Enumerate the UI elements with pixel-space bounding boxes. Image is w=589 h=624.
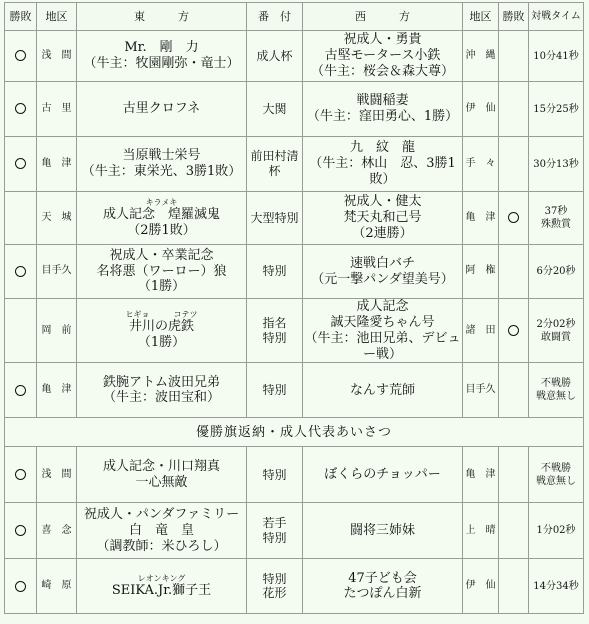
bout-row	[5, 137, 584, 192]
area-left-cell: 天 城	[37, 192, 77, 245]
win-left-cell	[5, 559, 37, 614]
west-cell	[303, 299, 463, 363]
text-line: 古堅モータース小鉄	[324, 48, 441, 64]
west-cell	[303, 503, 463, 559]
text-line: 祝成人・卒業記念	[109, 247, 214, 263]
text-line: （牛主：牧園剛弥・竜士）	[83, 56, 240, 71]
text-line: SEIKA.Jr.獅子王	[111, 583, 212, 598]
rank-cell	[247, 137, 303, 192]
text-line: 戦闘稲妻	[356, 93, 409, 109]
header-win-right: 勝敗	[499, 3, 529, 31]
win-right-cell	[499, 245, 529, 299]
text-line: 名将悪（ワーロー）狼	[96, 263, 227, 279]
area-left-cell: 浅 間	[37, 31, 77, 82]
rank-cell	[247, 559, 303, 614]
text-line: 祝成人・勇貴	[343, 32, 422, 48]
text-line: 特別	[262, 530, 287, 545]
text-line: 大関	[262, 101, 287, 116]
east-cell	[77, 363, 247, 418]
text-line: なんす荒師	[349, 382, 415, 398]
area-left-cell: 古 里	[37, 82, 77, 137]
rank-cell	[247, 245, 303, 299]
rank-cell	[247, 447, 303, 503]
west-cell	[303, 31, 463, 82]
area-left-cell: 亀 津	[37, 363, 77, 418]
text-line: （牛主：池田兄弟、デビュ	[304, 330, 461, 346]
text-line: 37秒	[544, 206, 568, 217]
header-east: 東 方	[77, 3, 247, 31]
text-line: （牛主：波田宝和）	[102, 390, 220, 406]
win-circle-icon	[508, 212, 519, 223]
time-cell	[529, 447, 584, 503]
east-ruby: キラメキ	[145, 197, 178, 207]
bout-row	[5, 245, 584, 299]
area-left-cell: 崎 原	[37, 559, 77, 614]
ceremony-banner: 優勝旗返納・成人代表あいさつ	[5, 418, 584, 447]
text-line: 成人杯	[256, 48, 293, 63]
text-line: 特別	[262, 383, 287, 398]
text-line: 成人記念・川口翔真	[102, 459, 220, 475]
time-cell	[529, 559, 584, 614]
area-right-cell: 目手久	[463, 363, 499, 418]
bout-row	[5, 363, 584, 418]
bout-row	[5, 447, 584, 503]
east-cell	[77, 559, 247, 614]
text-line: 不戦勝	[541, 378, 571, 390]
text-line: 梵天丸和己号	[343, 210, 422, 226]
text-line: ぼくらのチョッパー	[324, 467, 441, 482]
west-cell	[303, 559, 463, 614]
text-line: 成人記念 煌羅滅鬼	[102, 206, 220, 222]
ceremony-row	[5, 418, 584, 447]
bout-row	[5, 559, 584, 614]
text-line: 井川の虎鉄	[128, 319, 194, 335]
text-line: 敢闘賞	[541, 331, 571, 343]
rank-cell	[247, 192, 303, 245]
east-cell	[77, 503, 247, 559]
text-line: 杯	[268, 164, 281, 178]
area-right-cell: 亀 津	[463, 192, 499, 245]
text-line: 不戦勝	[541, 462, 571, 474]
area-left-cell: 亀 津	[37, 137, 77, 192]
win-left-cell	[5, 192, 37, 245]
win-left-cell	[5, 31, 37, 82]
win-circle-icon	[15, 103, 26, 114]
win-right-cell	[499, 447, 529, 503]
win-left-cell	[5, 137, 37, 192]
east-cell	[77, 245, 247, 299]
east-cell	[77, 299, 247, 363]
win-left-cell	[5, 503, 37, 559]
header-area-left: 地区	[37, 3, 77, 31]
win-circle-icon	[15, 158, 26, 169]
time-cell	[529, 503, 584, 559]
area-right-cell: 沖 縄	[463, 31, 499, 82]
header-west: 西 方	[303, 3, 463, 31]
area-right-cell: 伊 仙	[463, 559, 499, 614]
text-line: 指名	[262, 316, 287, 331]
area-right-cell: 阿 権	[463, 245, 499, 299]
win-right-cell	[499, 137, 529, 192]
area-left-cell: 目手久	[37, 245, 77, 299]
text-line: （元一撃パンダ望美号）	[311, 271, 454, 287]
win-left-cell	[5, 299, 37, 363]
text-line: 一心無敵	[135, 474, 188, 490]
area-right-cell: 上 晴	[463, 503, 499, 559]
text-line: 大型特別	[250, 210, 299, 225]
text-line: 古里クロフネ	[122, 101, 201, 117]
win-right-cell	[499, 299, 529, 363]
text-line: 特別	[262, 571, 287, 586]
time-cell	[529, 82, 584, 137]
text-line: 九 紋 龍	[349, 140, 415, 156]
area-left-cell: 浅 間	[37, 447, 77, 503]
text-line: （牛主：桜会＆森大尊）	[310, 63, 454, 79]
win-circle-icon	[15, 385, 26, 396]
text-line: 白 竜 皇	[128, 523, 194, 538]
text-line: 誠天隆愛ちゃん号	[330, 314, 435, 330]
win-circle-icon	[15, 525, 26, 536]
text-line: （1勝）	[137, 279, 186, 295]
area-left-cell: 岡 前	[37, 299, 77, 363]
rank-cell	[247, 363, 303, 418]
text-line: 前田村清	[250, 149, 299, 164]
text-line: 鉄腕アトム波田兄弟	[102, 374, 220, 390]
win-circle-icon	[508, 325, 519, 336]
text-line: 若手	[262, 516, 287, 531]
rank-cell	[247, 503, 303, 559]
rank-cell	[247, 31, 303, 82]
east-cell	[77, 192, 247, 245]
rank-cell	[247, 299, 303, 363]
text-line: 速戦白バチ	[349, 255, 415, 271]
west-cell	[303, 82, 463, 137]
win-circle-icon	[15, 50, 26, 61]
ceremony-section	[5, 418, 584, 447]
west-cell	[303, 137, 463, 192]
text-line: 当原戦士栄号	[122, 148, 201, 164]
text-line: ー戦）	[362, 346, 402, 362]
time-cell	[529, 31, 584, 82]
time-cell	[529, 245, 584, 299]
win-circle-icon	[15, 581, 26, 592]
text-line: 47子ども会	[348, 570, 417, 586]
text-line: 敗）	[369, 171, 396, 187]
bout-schedule-table	[4, 2, 584, 614]
area-right-cell: 諸 田	[463, 299, 499, 363]
text-line: （調教師：米ひろし）	[96, 538, 227, 554]
text-line: Mr. 剛 力	[124, 40, 199, 56]
rank-cell	[247, 82, 303, 137]
header-area-right: 地区	[463, 3, 499, 31]
win-circle-icon	[15, 266, 26, 277]
header-time: 対戦タイム	[529, 3, 584, 31]
bouts-part-1	[5, 31, 584, 418]
east-cell	[77, 82, 247, 137]
header-row	[5, 3, 584, 31]
area-left-cell: 喜 念	[37, 503, 77, 559]
time-cell	[529, 363, 584, 418]
text-line: 14分34秒	[533, 580, 579, 592]
bout-row	[5, 31, 584, 82]
win-right-cell	[499, 363, 529, 418]
west-cell	[303, 192, 463, 245]
win-right-cell	[499, 559, 529, 614]
text-line: 殊勲賞	[541, 219, 571, 230]
win-right-cell	[499, 31, 529, 82]
text-line: 特別	[262, 330, 287, 345]
text-line: たつぽん白新	[343, 586, 422, 602]
text-line: 戦意無し	[536, 391, 576, 403]
text-line: （1勝）	[137, 335, 186, 351]
east-ruby: ヒギョ コテツ	[125, 310, 198, 320]
east-ruby: レオンキング	[137, 574, 186, 583]
text-line: 1分02秒	[536, 525, 576, 537]
text-line: （牛主：林山 忍、3勝1	[309, 156, 456, 172]
text-line: （牛主：窪田勇心、1勝）	[306, 109, 459, 124]
time-cell	[529, 137, 584, 192]
time-cell	[529, 192, 584, 245]
text-line: 花形	[262, 586, 287, 601]
area-right-cell: 伊 仙	[463, 82, 499, 137]
east-cell	[77, 447, 247, 503]
text-line: 祝成人・健太	[343, 194, 422, 210]
area-right-cell: 手 々	[463, 137, 499, 192]
bout-row	[5, 299, 584, 363]
win-left-cell	[5, 447, 37, 503]
text-line: 祝成人・パンダファミリー	[83, 507, 240, 523]
text-line: 10分41秒	[533, 50, 579, 62]
area-right-cell: 亀 津	[463, 447, 499, 503]
text-line: 2分02秒	[536, 318, 576, 330]
text-line: 闘将三姉妹	[349, 523, 415, 538]
text-line: 特別	[262, 264, 287, 279]
win-left-cell	[5, 245, 37, 299]
win-right-cell	[499, 192, 529, 245]
bout-row	[5, 192, 584, 245]
west-cell	[303, 447, 463, 503]
text-line: （牛主：東栄光、3勝1敗）	[81, 164, 242, 179]
west-cell	[303, 245, 463, 299]
text-line: （2連勝）	[352, 225, 413, 241]
bout-row	[5, 503, 584, 559]
east-cell	[77, 31, 247, 82]
east-cell	[77, 137, 247, 192]
text-line: 30分13秒	[533, 158, 579, 170]
header-rank: 番 付	[247, 3, 303, 31]
bout-row	[5, 82, 584, 137]
text-line: 戦意無し	[536, 475, 576, 487]
win-left-cell	[5, 82, 37, 137]
win-circle-icon	[15, 469, 26, 480]
text-line: （2勝1敗）	[127, 222, 196, 238]
bouts-part-2	[5, 447, 584, 614]
text-line: 15分25秒	[533, 103, 579, 115]
win-right-cell	[499, 503, 529, 559]
west-cell	[303, 363, 463, 418]
text-line: 成人記念	[356, 299, 409, 314]
time-cell	[529, 299, 584, 363]
text-line: 特別	[262, 467, 287, 482]
win-right-cell	[499, 82, 529, 137]
win-left-cell	[5, 363, 37, 418]
header-win-left: 勝敗	[5, 3, 37, 31]
text-line: 6分20秒	[536, 266, 576, 277]
